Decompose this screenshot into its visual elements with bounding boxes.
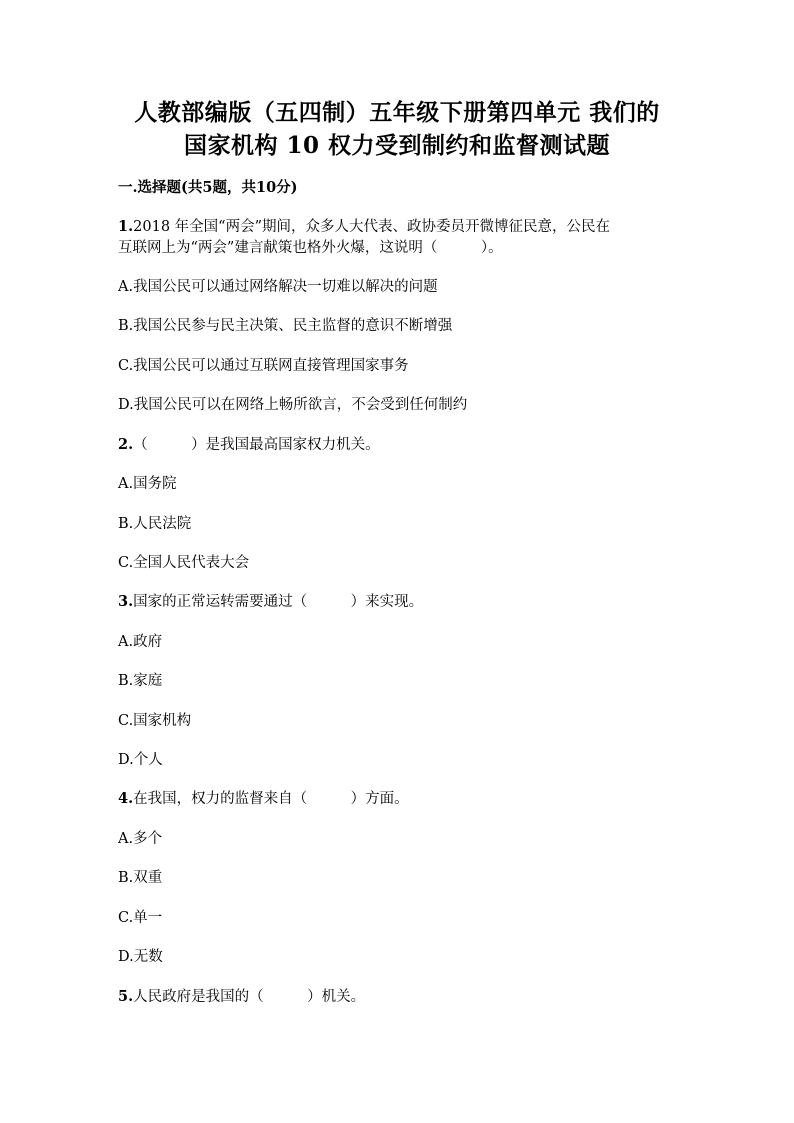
document-title-line-2: 国家机构 10 权力受到制约和监督测试题 xyxy=(183,132,611,159)
question-4-option-d[interactable]: D.无数 xyxy=(118,949,163,965)
question-5-stem xyxy=(118,987,365,1007)
question-2-option-c[interactable]: C.全国人民代表大会 xyxy=(118,555,250,571)
question-number: 1. xyxy=(118,218,134,235)
question-number: 3. xyxy=(118,593,134,610)
question-number: 5. xyxy=(118,988,134,1005)
question-3-option-a[interactable]: A.政府 xyxy=(118,634,163,650)
question-4-option-b[interactable]: B.双重 xyxy=(118,870,163,886)
question-3-option-b[interactable]: B.家庭 xyxy=(118,673,163,689)
question-text: 国家的正常运转需要通过（ ）来实现。 xyxy=(133,594,424,610)
question-3-stem xyxy=(118,592,423,612)
question-1-option-a[interactable]: A.我国公民可以通过网络解决一切难以解决的问题 xyxy=(118,279,438,295)
document-title-line-1: 人教部编版（五四制）五年级下册第四单元 我们的 xyxy=(134,99,660,126)
question-text: 在我国，权力的监督来自（ ）方面。 xyxy=(133,791,409,807)
question-3-option-d[interactable]: D.个人 xyxy=(118,752,163,768)
question-number: 4. xyxy=(118,790,134,807)
question-2-option-b[interactable]: B.人民法院 xyxy=(118,516,192,532)
question-4-option-a[interactable]: A.多个 xyxy=(118,831,163,847)
question-1-stem-line-1 xyxy=(118,217,610,237)
question-number: 2. xyxy=(118,436,134,453)
question-2-option-a[interactable]: A.国务院 xyxy=(118,476,177,492)
question-1-option-b[interactable]: B.我国公民参与民主决策、民主监督的意识不断增强 xyxy=(118,318,453,334)
question-4-option-c[interactable]: C.单一 xyxy=(118,910,163,926)
question-text: 人民政府是我国的（ ）机关。 xyxy=(133,989,366,1005)
question-1-option-c[interactable]: C.我国公民可以通过互联网直接管理国家事务 xyxy=(118,358,409,374)
question-text: （ ）是我国最高国家权力机关。 xyxy=(133,437,380,453)
question-3-option-c[interactable]: C.国家机构 xyxy=(118,713,192,729)
section-heading: 一.选择题(共5题，共10分) xyxy=(118,179,298,196)
question-4-stem xyxy=(118,789,409,809)
question-2-stem xyxy=(118,435,380,455)
question-1-option-d[interactable]: D.我国公民可以在网络上畅所欲言，不会受到任何制约 xyxy=(118,397,468,413)
question-text: 2018 年全国“两会”期间，众多人大代表、政协委员开微博征民意，公民在 xyxy=(133,219,610,235)
question-1-stem-line-2: 互联网上为“两会”建言献策也格外火爆，这说明（ ）。 xyxy=(118,240,503,256)
